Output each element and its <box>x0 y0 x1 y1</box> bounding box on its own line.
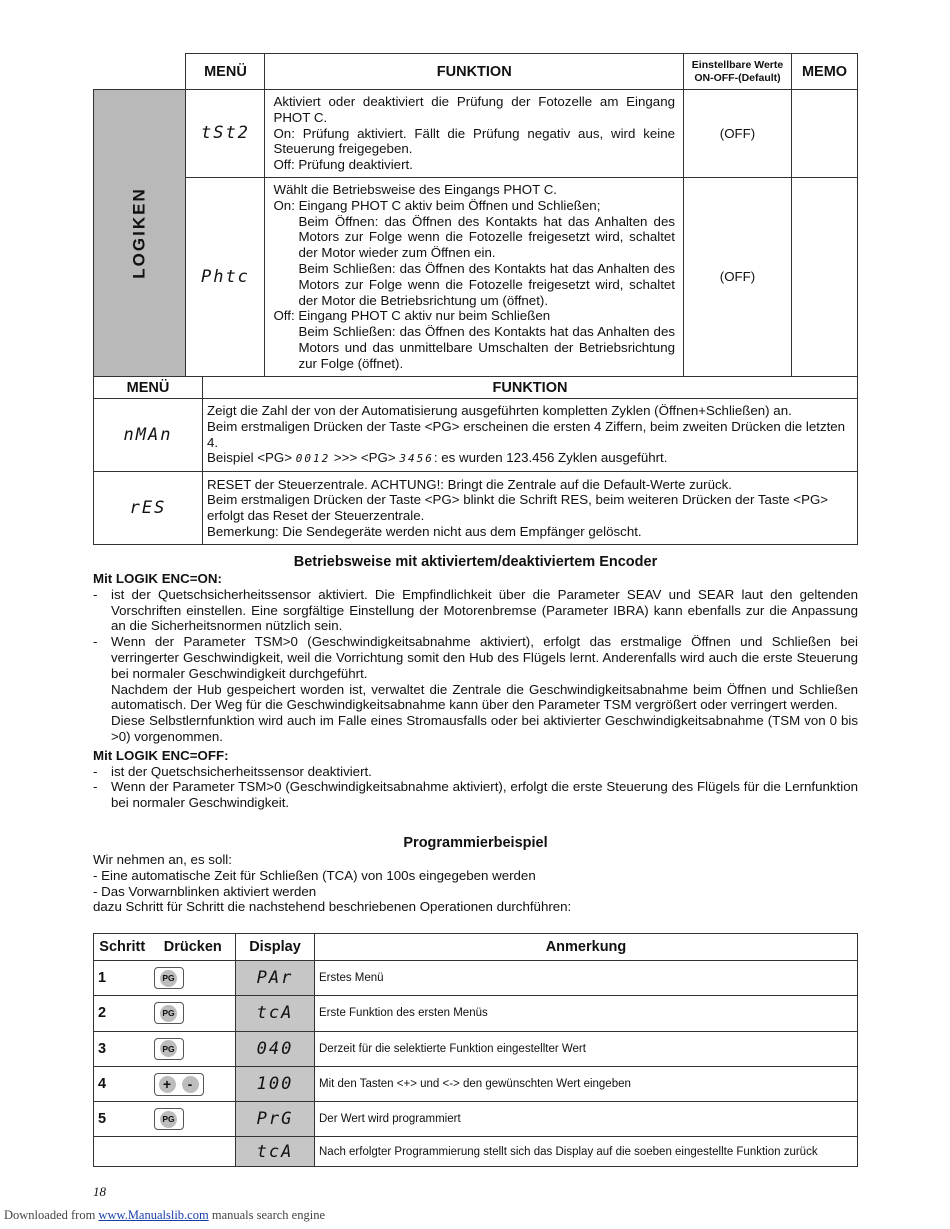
pg-key-icon: PG <box>154 1002 184 1024</box>
page-number: 18 <box>93 1184 106 1199</box>
table-row <box>94 1031 858 1066</box>
plus-minus-keys-icon <box>154 1073 204 1096</box>
memo-cell <box>792 90 858 178</box>
manualslib-link[interactable]: www.Manualslib.com <box>98 1208 209 1222</box>
press-cell <box>151 1102 236 1137</box>
table-row <box>94 961 858 996</box>
logic-table-header <box>94 54 858 90</box>
press-cell <box>151 1137 236 1167</box>
plus-icon: + <box>159 1076 176 1093</box>
menu-header: MENÜ <box>186 54 265 90</box>
step-number <box>94 1137 151 1167</box>
programming-table <box>93 933 858 1167</box>
list-item: - ist der Quetschsicherheitssensor aktiviert. Die Empfindlichkeit über die Parameter SEAV und SEAR laut den geltenden Vorschriften einstellen. Eine sorgfältige Einstellung der Motorenbremse (Parameter IBRA) kann ebenfalls zur die Anpassung an die Sicherheitsnormen nützlich sein. <box>93 586 858 634</box>
default-value: (OFF) <box>684 90 792 178</box>
note-header: Anmerkung <box>315 934 858 961</box>
display-value: tcA <box>236 996 315 1031</box>
minus-icon: - <box>182 1076 199 1093</box>
display-value: PrG <box>236 1102 315 1137</box>
table-row <box>94 1137 858 1167</box>
default-value: (OFF) <box>684 177 792 376</box>
list-item: - ist der Quetschsicherheitssensor deaktiviert. <box>93 763 372 779</box>
function-header: FUNKTION <box>203 377 858 399</box>
memo-header: MEMO <box>792 54 858 90</box>
step-number: 4 <box>94 1066 151 1101</box>
display-value: 100 <box>236 1066 315 1101</box>
example-heading: Programmierbeispiel <box>403 835 548 851</box>
encoder-section: Mit LOGIK ENC=ON: - ist der Quetschsicherheitssensor aktiviert. Die Empfindlichkeit über die Parameter SEAV und SEAR laut den geltenden Vorschriften einstellen. Eine sorgfältige Einstellung der Motorenbremse (Parameter IBRA) kann ebenfalls zur die Anpassung an die Sicherheitsnormen nützlich sein. - Wenn der Parameter TSM>0 (Geschwindigkeitsabnahme aktiviert), erfolgt das erstmalige Öffnen und Schließen bei verringerter Geschwindigkeit, weil die Vorrichtung somit den Hub des Flügels lernt. Anderenfalls wird auch die erste Steuerung bei normaler Geschwindigkeit durchgeführt. Nachdem der Hub gespeichert worden ist, verwaltet die Zentrale die Geschwindigkeitsabnahme beim Öffnen und Schließen automatisch. Der Weg für die Geschwindigkeitsabnahme kann über den Parameter TSM vergrößert oder verringert werden. Diese Selbstlernfunktion wird auch im Falle eines Stromausfalls oder bei aktivierter Geschwindigkeitsabnahme (TSM von 0 bis >0) vorgenommen. Mit LOGIK ENC=OFF: - ist der Quetschsicherheitssensor deaktiviert. - Wenn der Parameter TSM>0 (Geschwindigkeitsabnahme aktiviert), erfolgt die erste Steuerung des Flügels für die Lernfunktion bei normaler Geschwindigkeit. <box>93 571 858 811</box>
programming-table-header <box>94 934 858 961</box>
table-row <box>94 90 858 178</box>
display-header: Display <box>236 934 315 961</box>
pg-key-icon: PG <box>154 1038 184 1060</box>
note-text: Der Wert wird programmiert <box>315 1102 858 1137</box>
menu-code: Phtc <box>186 177 265 376</box>
table-row <box>94 1066 858 1101</box>
step-number: 2 <box>94 996 151 1031</box>
step-number: 5 <box>94 1102 151 1137</box>
pg-key-icon: PG <box>154 967 184 989</box>
display-value: 040 <box>236 1031 315 1066</box>
encoder-heading: Betriebsweise mit aktiviertem/deaktiviertem Encoder <box>293 554 658 570</box>
step-header: Schritt <box>94 934 151 961</box>
list-item: - Wenn der Parameter TSM>0 (Geschwindigkeitsabnahme aktiviert), erfolgt das erstmalige Öffnen und Schließen bei verringerter Geschwindigkeit, weil die Vorrichtung somit den Hub des Flügels lernt. Anderenfalls wird auch die erste Steuerung bei normaler Geschwindigkeit durchgeführt. <box>93 634 858 681</box>
note-text: Erstes Menü <box>315 961 858 996</box>
press-cell <box>151 1066 236 1101</box>
function-text: Wählt die Betriebsweise des Eingangs PHOT C. On: Eingang PHOT C aktiv beim Öffnen und Schließen; Beim Öffnen: das Öffnen des Kontakts hat das Anhalten des Motors zur Folge wenn die Fotozelle freigesetzt wird, schaltet der Motor wieder zum Öffnen ein. Beim Schließen: das Öffnen des Kontakts hat das Anhalten des Motors zur Folge wenn die Fotozelle freigesetzt wird, schaltet der Motor die Betriebsrichtung um (öffnet). Off: Eingang PHOT C aktiv nur beim Schließen Beim Schließen: das Öffnen des Kontakts hat das Anhalten des Motors und das unmittelbare Umschalten der Betriebsrichtung zur Folge (öffnet). <box>265 177 684 376</box>
enc-on-title: Mit LOGIK ENC=ON: <box>93 571 222 586</box>
display-value: tcA <box>236 1137 315 1167</box>
press-cell <box>151 961 236 996</box>
function-table <box>93 376 858 545</box>
menu-code: tSt2 <box>186 90 265 178</box>
display-digits: 0012 <box>295 452 331 466</box>
logic-table <box>93 53 858 377</box>
menu-header: MENÜ <box>94 377 203 399</box>
press-cell <box>151 996 236 1031</box>
step-number: 1 <box>94 961 151 996</box>
step-number: 3 <box>94 1031 151 1066</box>
note-text: Mit den Tasten <+> und <-> den gewünschten Wert eingeben <box>315 1066 858 1101</box>
menu-code: rES <box>94 472 203 545</box>
press-cell <box>151 1031 236 1066</box>
display-digits: 3456 <box>399 452 434 466</box>
table-row <box>94 472 858 545</box>
function-table-header <box>94 377 858 399</box>
display-value: PAr <box>236 961 315 996</box>
list-item: - Wenn der Parameter TSM>0 (Geschwindigkeitsabnahme aktiviert), erfolgt die erste Steuerung des Flügels für die Lernfunktion bei normaler Geschwindigkeit. <box>93 779 858 811</box>
menu-code: nMAn <box>94 399 203 472</box>
side-label: LOGIKEN <box>94 90 186 377</box>
enc-off-title: Mit LOGIK ENC=OFF: <box>93 747 229 763</box>
function-header: FUNKTION <box>265 54 684 90</box>
note-text: Derzeit für die selektierte Funktion eingestellter Wert <box>315 1031 858 1066</box>
function-text: Aktiviert oder deaktiviert die Prüfung der Fotozelle am Eingang PHOT C. On: Prüfung aktiviert. Fällt die Prüfung negativ aus, wird keine Steuerung freigegeben. Off: Prüfung deaktiviert. <box>265 90 684 178</box>
memo-cell <box>792 177 858 376</box>
footer: Downloaded from www.Manualslib.com manuals search engine <box>4 1208 325 1222</box>
table-row <box>94 996 858 1031</box>
function-text: RESET der Steuerzentrale. ACHTUNG!: Bringt die Zentrale auf die Default-Werte zurück. Beim erstmaligen Drücken der Taste <PG> blinkt die Schrift RES, beim weiteren Drücken der Taste <PG> erfolgt das Reset der Steuerzentrale. Bemerkung: Die Sendegeräte werden nicht aus dem Empfänger gelöscht. <box>203 472 858 545</box>
table-row <box>94 1102 858 1137</box>
note-text: Nach erfolgter Programmierung stellt sich das Display auf die soeben eingestellte Funktion zurück <box>315 1137 858 1167</box>
note-text: Erste Funktion des ersten Menüs <box>315 996 858 1031</box>
pg-key-icon: PG <box>154 1108 184 1130</box>
example-intro: Wir nehmen an, es soll: - Eine automatische Zeit für Schließen (TCA) von 100s eingegeben werden - Das Vorwarnblinken aktiviert werden dazu Schritt für Schritt die nachstehend beschriebenen Operationen durchführen: <box>93 852 572 915</box>
press-header: Drücken <box>151 934 236 961</box>
function-text: Zeigt die Zahl der von der Automatisierung ausgeführten kompletten Zyklen (Öffnen+Schließen) an. Beim erstmaligen Drücken der Taste <PG> erscheinen die ersten 4 Ziffern, beim zweiten Drücken die letzten 4. Beispiel <PG> 0012 >>> <PG> 3456: es wurden 123.456 Zyklen ausgeführt. <box>203 399 858 472</box>
table-row <box>94 177 858 376</box>
table-row <box>94 399 858 472</box>
values-header: Einstellbare Werte ON-OFF-(Default) <box>684 54 792 90</box>
